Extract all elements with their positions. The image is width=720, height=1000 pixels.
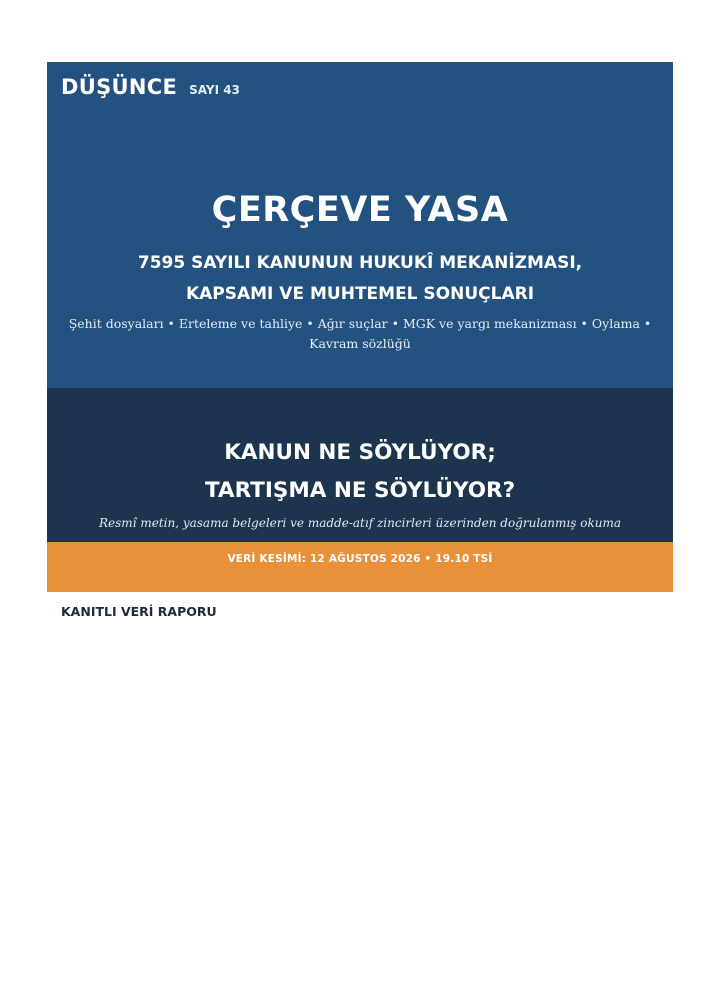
cover-block (47, 62, 673, 592)
brand-name: DÜŞÜNCE (61, 75, 178, 99)
issue-number: SAYI 43 (189, 83, 240, 97)
cover-subtitle-line-1: 7595 SAYILI KANUNUN HUKUKÎ MEKANİZMASI, (137, 253, 583, 273)
data-cutoff-date: VERİ KESİMİ: 12 AĞUSTOS 2026 • 19.10 TSİ (227, 553, 493, 565)
cover-subtitle-line-2: KAPSAMI VE MUHTEMEL SONUÇLARI (185, 284, 535, 304)
masthead (61, 75, 240, 99)
cover-subtitle (47, 248, 673, 310)
topic-list-line-1: Şehit dosyaları • Erteleme ve tahliye • Ağır suçlar • MGK ve yargı mekanizması • Oylama • (68, 316, 652, 331)
topic-list (67, 314, 653, 354)
section-label: KANITLI VERİ RAPORU (61, 604, 217, 619)
tagline: Resmî metin, yasama belgeleri ve madde-atıf zincirleri üzerinden doğrulanmış okuma (99, 516, 621, 530)
cover-title: ÇERÇEVE YASA (211, 190, 509, 230)
cover-mid-band (47, 388, 673, 542)
headline-line-1: KANUN NE SÖYLÜYOR; (224, 440, 496, 465)
cutoff-band (47, 542, 673, 592)
cover-top-band (47, 62, 673, 388)
topic-list-line-2: Kavram sözlüğü (309, 336, 411, 351)
headline-line-2: TARTIŞMA NE SÖYLÜYOR? (204, 478, 516, 503)
headline (47, 434, 673, 510)
